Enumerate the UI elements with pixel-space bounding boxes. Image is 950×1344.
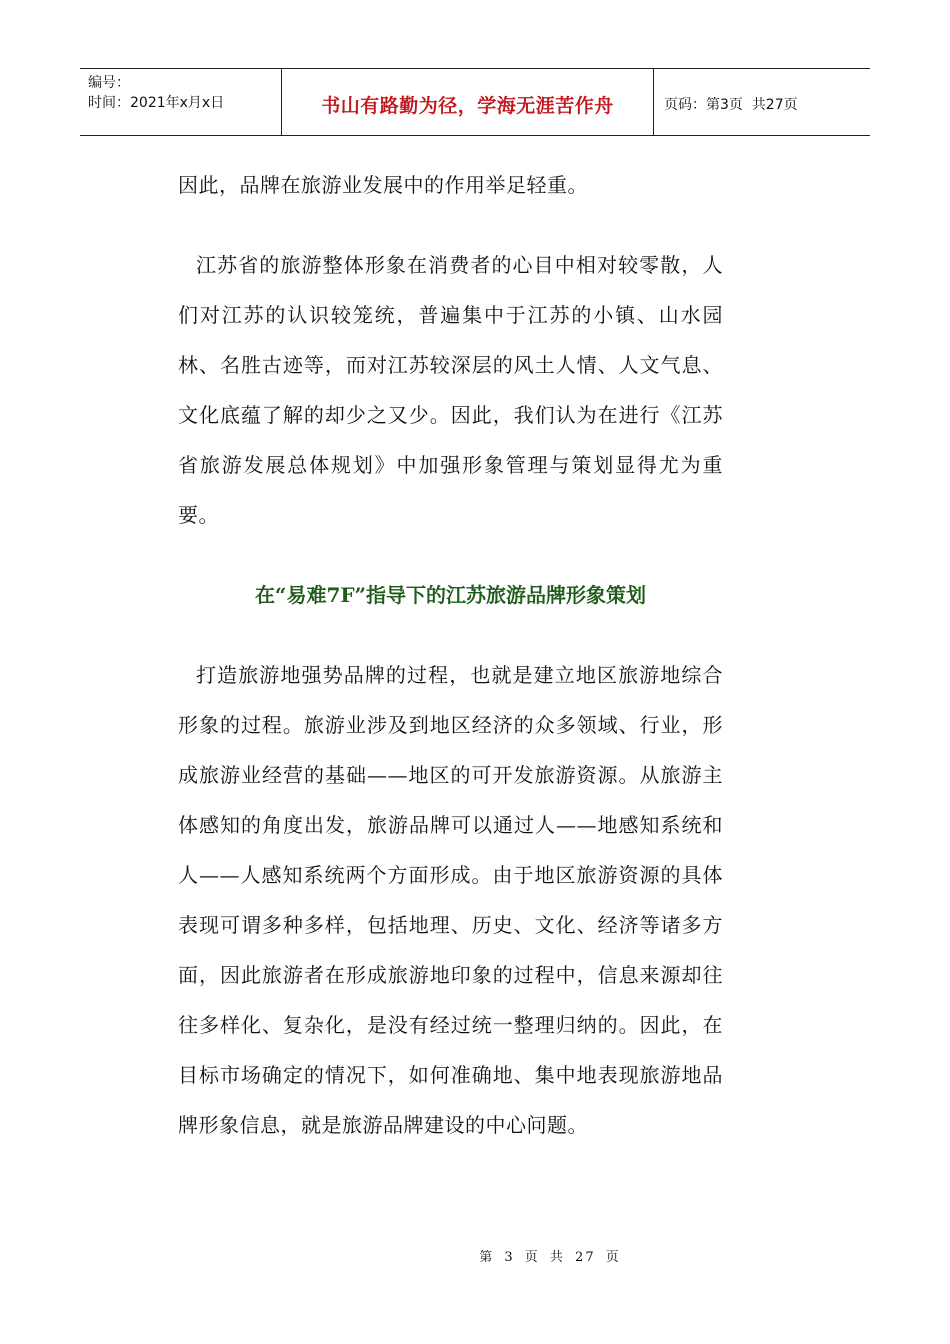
document-body — [178, 160, 723, 1150]
page-footer: 第 3 页 共 27 页 — [479, 1250, 621, 1265]
header-meta-cell — [80, 69, 282, 135]
document-number-label: 编号： — [88, 75, 130, 91]
paragraph-3: 打造旅游地强势品牌的过程，也就是建立地区旅游地综合形象的过程。旅游业涉及到地区经济的众多领域、行业，形成旅游业经营的基础——地区的可开发旅游资源。从旅游主体感知的角度出发，旅游品牌可以通过人——地感知系统和人——人感知系统两个方面形成。由于地区旅游资源的具体表现可谓多种多样，包括地理、历史、文化、经济等诸多方面，因此旅游者在形成旅游地印象的过程中，信息来源却往往多样化、复杂化，是没有经过统一整理归纳的。因此，在目标市场确定的情况下，如何准确地、集中地表现旅游地品牌形象信息，就是旅游品牌建设的中心问题。 — [178, 663, 723, 1137]
header-page-info: 页码：第3页 共27页 — [664, 97, 798, 113]
section-heading: 在“易难7F”指导下的江苏旅游品牌形象策划 — [254, 583, 647, 607]
header-motto-cell — [282, 69, 654, 135]
paragraph-1: 因此，品牌在旅游业发展中的作用举足轻重。 — [178, 173, 588, 197]
paragraph-2: 江苏省的旅游整体形象在消费者的心目中相对较零散，人们对江苏的认识较笼统，普遍集中于江苏的小镇、山水园林、名胜古迹等，而对江苏较深层的风土人情、人文气息、文化底蕴了解的却少之又少。因此，我们认为在进行《江苏省旅游发展总体规划》中加强形象管理与策划显得尤为重要。 — [178, 253, 723, 527]
document-date-label: 时间：2021年x月x日 — [88, 95, 225, 111]
header-motto: 书山有路勤为径，学海无涯苦作舟 — [321, 94, 614, 117]
header-page-cell — [654, 69, 870, 135]
document-header — [80, 68, 870, 136]
